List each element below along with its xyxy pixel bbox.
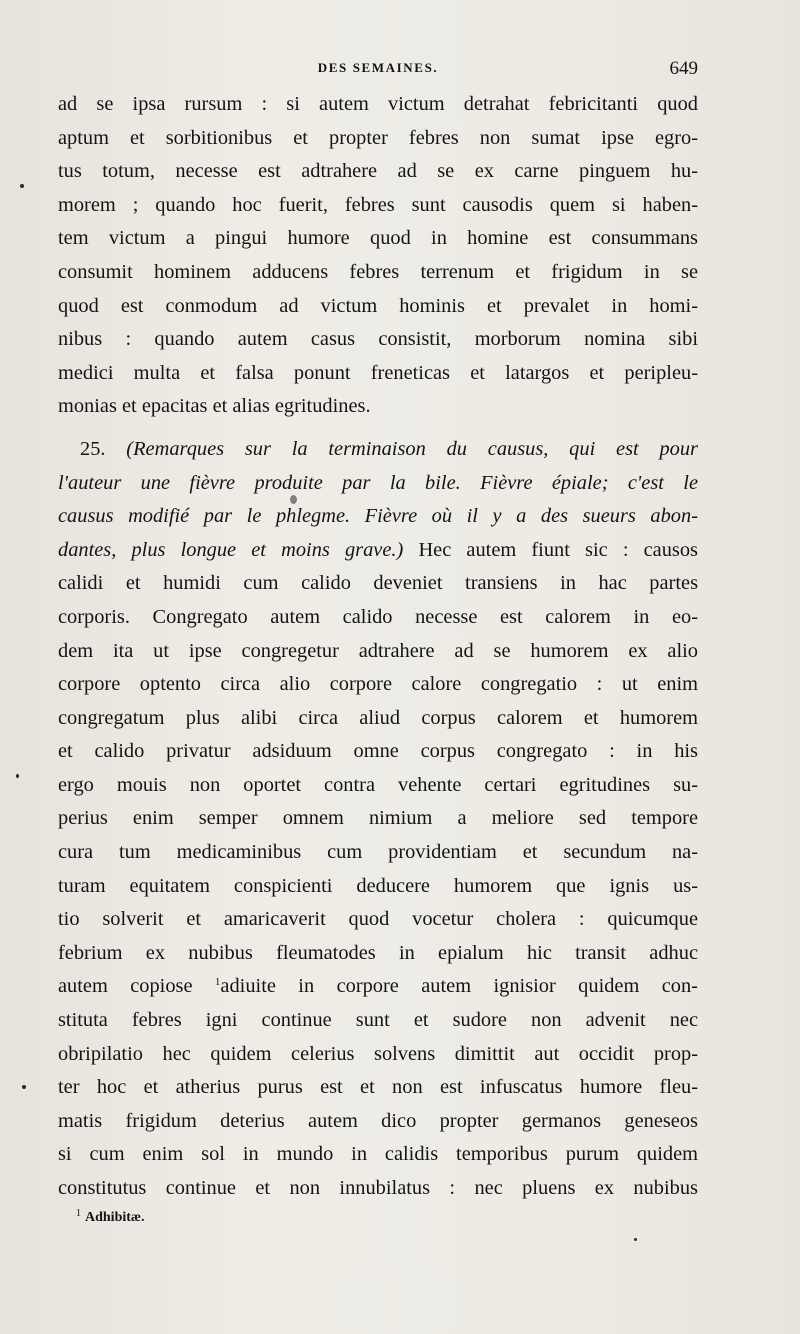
text-line: ter hoc et atherius purus est et non est infuscatus humore fleu- [58,1076,698,1099]
text-line: obripilatio hec quidem celerius solvens dimittit aut occidit prop- [58,1042,698,1065]
text-line: corpore optento circa alio corpore calore congregatio : ut enim [58,673,698,696]
text-line: perius enim semper omnem nimium a meliore sed tempore [58,807,698,830]
paragraph-number: 25. [80,437,106,460]
text-line: constitutus continue et non innubilatus : nec pluens ex nubibus [58,1177,698,1199]
text-line: consumit hominem adducens febres terrenum et frigidum in se [58,260,698,283]
ink-speck [290,495,297,504]
latin-text: adiuite in corpore autem ignisior quidem con- [220,975,698,998]
paragraph-gap [58,424,698,433]
latin-text: Hec autem fiunt sic : causos [403,538,698,561]
text-line: stituta febres igni continue sunt et sudore non advenit nec [58,1009,698,1032]
footnote-reference[interactable]: 1 [214,976,221,989]
footnote-mark: 1 [76,1208,81,1219]
text-line: aptum et sorbitionibus et propter febres non sumat ipse egro- [58,126,698,149]
summary-text: (Remarques sur la terminaison du causus, qui est pour [126,437,698,460]
summary-line: causus modifié par le phlegme. Fièvre où il y a des sueurs abon- [58,505,698,528]
text-line: calidi et humidi cum calido deveniet transiens in hac partes [58,572,698,595]
text-line [58,534,698,568]
text-line: medici multa et falsa ponunt freneticas et latargos et peripleu- [58,361,698,384]
text-line: cura tum medicaminibus cum providentiam et secundum na- [58,841,698,864]
text-line: ergo mouis non oportet contra vehente certari egritudines su- [58,773,698,796]
summary-line: l'auteur une fièvre produite par la bile. Fièvre épiale; c'est le [58,471,698,494]
text-line: ad se ipsa rursum : si autem victum detrahat febricitanti quod [58,93,698,115]
text-line [58,433,698,467]
text-line: si cum enim sol in mundo in calidis temporibus purum quidem [58,1143,698,1166]
footnote-text: Adhibitæ. [85,1210,145,1225]
text-line: tio solverit et amaricaverit quod vocetur cholera : quicumque [58,908,698,931]
text-line: febrium ex nubibus fleumatodes in epialum hic transit adhuc [58,941,698,964]
text-line: congregatum plus alibi circa aliud corpus calorem et humorem [58,706,698,729]
text-line: corporis. Congregato autem calido necesse est calorem in eo- [58,605,698,628]
text-line: tem victum a pingui humore quod in homine est consummans [58,227,698,250]
page-number: 649 [669,58,698,79]
ink-speck [22,1085,26,1089]
running-title: DES SEMAINES. [317,60,439,75]
text-line: quod est conmodum ad victum hominis et prevalet in homi- [58,294,698,317]
footnote [76,1208,145,1226]
text-line: turam equitatem conspicienti deducere humorem que ignis us- [58,874,698,897]
text-line: et calido privatur adsiduum omne corpus congregato : in his [58,740,698,763]
body-text [58,88,698,1206]
text-line [58,970,698,1004]
ink-speck [634,1238,637,1241]
text-line: dem ita ut ipse congregetur adtrahere ad se humorem ex alio [58,639,698,662]
running-head [58,58,698,82]
text-line: monias et epacitas et alias egritudines. [58,395,371,418]
text-line: tus totum, necesse est adtrahere ad se ex carne pinguem hu- [58,160,698,183]
ink-speck [16,774,19,778]
ink-speck [20,184,24,188]
summary-text: dantes, plus longue et moins grave.) [58,538,404,561]
text-line: matis frigidum deterius autem dico propter germanos geneseos [58,1109,698,1132]
latin-text: autem copiose [58,975,193,998]
text-line: morem ; quando hoc fuerit, febres sunt causodis quem si haben- [58,193,698,216]
text-line: nibus : quando autem casus consistit, morborum nomina sibi [58,328,698,351]
